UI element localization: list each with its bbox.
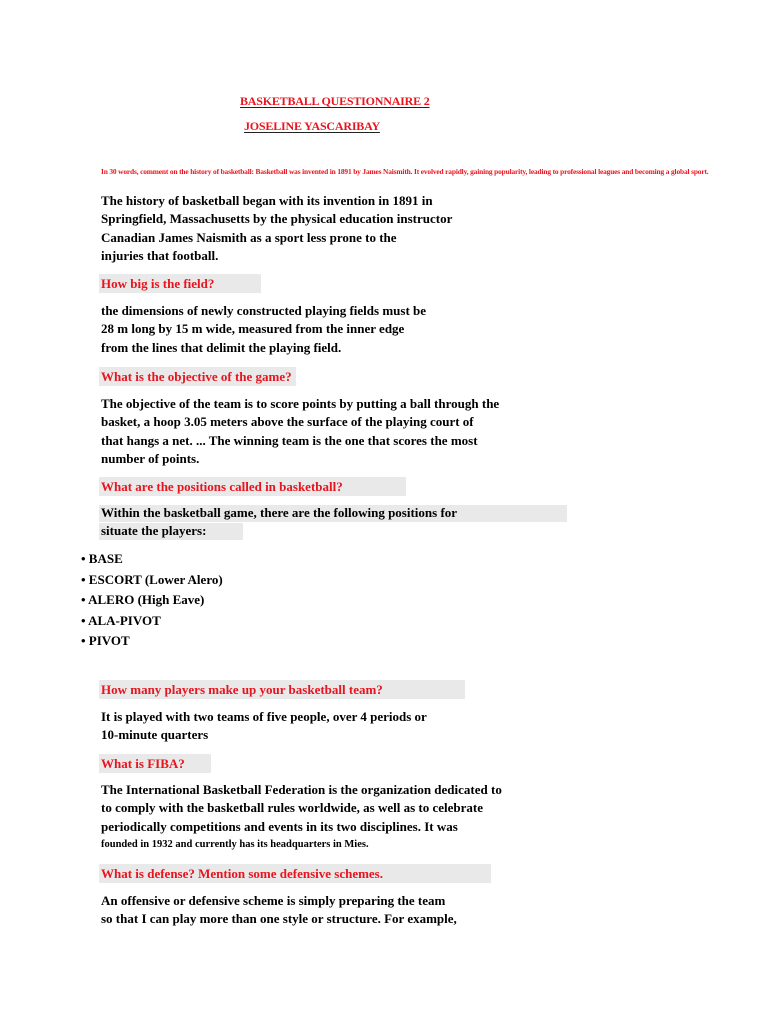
- answer-line: to comply with the basketball rules worldwide, as well as to celebrate: [101, 800, 484, 816]
- question-positions: What are the positions called in basketball?: [99, 477, 406, 496]
- document-title: BASKETBALL QUESTIONNAIRE 2: [240, 94, 430, 108]
- positions-list: [81, 549, 223, 652]
- answer-line: It is played with two teams of five people, over 4 periods or: [101, 709, 427, 724]
- answer-line: 28 m long by 15 m wide, measured from the inner edge: [101, 321, 405, 337]
- answer-line: The International Basketball Federation is the organization dedicated to: [101, 782, 502, 797]
- answer-positions: [101, 504, 457, 541]
- answer-objective: [101, 395, 499, 468]
- list-item: • ESCORT (Lower Alero): [81, 571, 223, 587]
- answer-line: basket, a hoop 3.05 meters above the surface of the playing court of: [101, 414, 474, 430]
- answer-line: founded in 1932 and currently has its headquarters in Mies.: [101, 838, 369, 850]
- answer-line: that hangs a net. ... The winning team is the one that scores the most: [101, 432, 478, 448]
- history-prompt: In 30 words, comment on the history of basketball: Basketball was invented in 1891 by James Naismith. It evolved rapidly, gaining popularity, leading to professional leagues and becoming a global sport.: [101, 167, 709, 176]
- answer-field-size: [101, 302, 426, 357]
- answer-line: Within the basketball game, there are the following positions for: [101, 505, 458, 520]
- answer-line: The history of basketball began with its invention in 1891 in: [101, 193, 433, 208]
- answer-line: Springfield, Massachusetts by the physical education instructor: [101, 211, 453, 227]
- list-item: • ALA-PIVOT: [81, 612, 161, 628]
- answer-line: from the lines that delimit the playing field.: [101, 339, 342, 355]
- answer-line: situate the players:: [101, 523, 207, 539]
- list-item: • BASE: [81, 551, 123, 566]
- question-team-size: How many players make up your basketball team?: [99, 680, 465, 699]
- answer-fiba: [101, 781, 502, 854]
- answer-line: periodically competitions and events in its two disciplines. It was: [101, 818, 458, 834]
- question-defense: What is defense? Mention some defensive schemes.: [99, 864, 491, 883]
- answer-line: The objective of the team is to score points by putting a ball through the: [101, 396, 500, 411]
- answer-line: Canadian James Naismith as a sport less prone to the: [101, 229, 397, 245]
- history-answer: [101, 192, 452, 265]
- answer-team-size: [101, 708, 427, 745]
- list-item: • PIVOT: [81, 633, 130, 648]
- answer-line: An offensive or defensive scheme is simply preparing the team: [101, 893, 446, 908]
- answer-line: so that I can play more than one style or structure. For example,: [101, 911, 457, 927]
- answer-line: number of points.: [101, 450, 200, 466]
- question-field-size: How big is the field?: [99, 274, 261, 293]
- list-item: • ALERO (High Eave): [81, 592, 205, 607]
- question-objective: What is the objective of the game?: [99, 367, 296, 386]
- question-fiba: What is FIBA?: [99, 754, 211, 773]
- answer-defense: [101, 892, 457, 929]
- author-name: JOSELINE YASCARIBAY: [244, 119, 380, 133]
- answer-line: injuries that football.: [101, 247, 219, 263]
- answer-line: the dimensions of newly constructed playing fields must be: [101, 303, 427, 318]
- answer-line: 10-minute quarters: [101, 727, 209, 743]
